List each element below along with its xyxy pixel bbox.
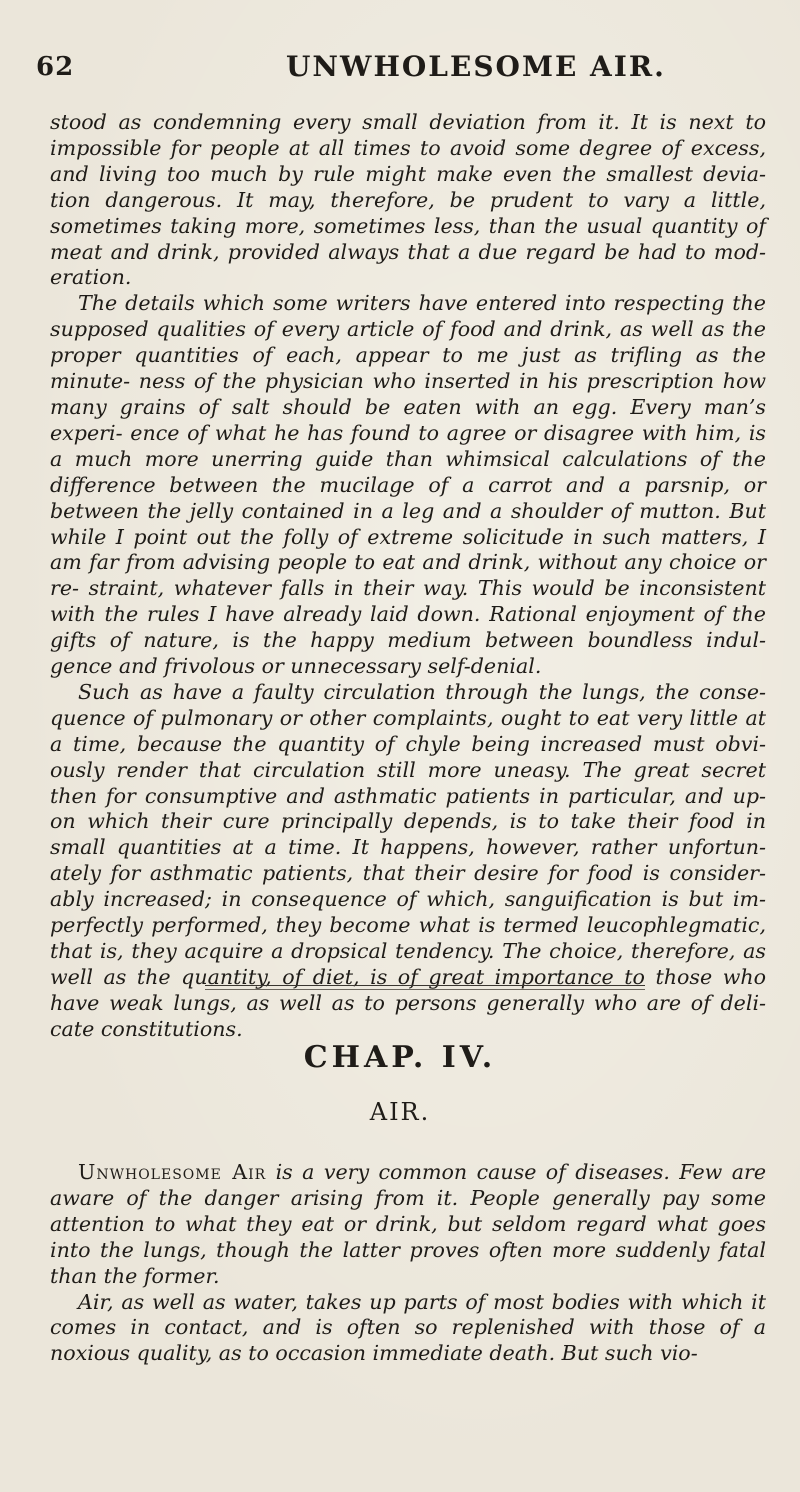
paragraph-air-intro-text: is a very common cause of diseases. Few are aware of the danger arising from it. People generally pay some attention to what they eat or drink, but seldom regard what goes into the lungs, though the latter proves often more suddenly fatal than the former. (50, 1160, 767, 1288)
paragraph-air-intro (50, 1160, 766, 1290)
chapter-heading: CHAP. IV. (303, 1040, 497, 1075)
section-divider (205, 985, 645, 986)
paragraph-air-water: Air, as well as water, takes up parts of most bodies with which it comes in contact, and is often so replenished with those of a noxious quality, as to occasion immediate death. But such vio- (50, 1289, 766, 1366)
section-air (50, 1160, 766, 1367)
page-header (36, 44, 740, 84)
page-number: 62 (36, 52, 75, 82)
running-head: UNWHOLESOME AIR. (286, 50, 666, 83)
chapter-title: AIR. (369, 1098, 431, 1126)
section-divider-secondary (205, 989, 645, 990)
paragraph-circulation: Such as have a faulty circulation through the lungs, the conse- quence of pulmonary or other complaints, ought to eat very little at a time, because the quantity of chyle being increased must obvi- ously render that circulation still more uneasy. The great secret then for consumptive and asthmatic patients in particular, and up- on which their cure principally depends, is to take their food in small quantities at a time. It happens, however, rather unfortun- ately for asthmatic patients, that their desire for food is consider- ably increased; in consequence of which, sanguification is but im- perfectly performed, they become what is termed leucophlegmatic, that is, they acquire a dropsical tendency. The choice, therefore, as well as the quantity, of diet, is of great importance to those who have weak lungs, as well as to persons generally who are of deli- cate constitutions. (50, 679, 766, 1041)
paragraph-details: The details which some writers have entered into respecting the supposed qualities of every article of food and drink, as well as the proper quantities of each, appear to me just as trifling as the minute- ness of the physician who inserted in his prescription how many grains of salt should be eaten with an egg. Every man’s experi- ence of what he has found to agree or disagree with him, is a much more unerring guide than whimsical calculations of the difference between the mucilage of a carrot and a parsnip, or between the jelly contained in a leg and a shoulder of mutton. But while I point out the folly of extreme solicitude in such matters, I am far from advising people to eat and drink, without any choice or re- straint, whatever falls in their way. This would be inconsistent with the rules I have already laid down. Rational enjoyment of the gifts of nature, is the happy medium between boundless indul- gence and frivolous or unnecessary self-denial. (50, 291, 766, 679)
section-diet (50, 110, 766, 1043)
lead-words: Unwholesome Air (78, 1160, 267, 1184)
paragraph-continuation: stood as condemning every small deviation from it. It is next to impossible for people at all times to avoid some degree of excess, and living too much by rule might make even the smallest devia- tion dangerous. It may, therefore, be prudent to vary a little, sometimes taking more, sometimes less, than the usual quantity of meat and drink, provided always that a due regard be had to mod- eration. (50, 110, 766, 290)
